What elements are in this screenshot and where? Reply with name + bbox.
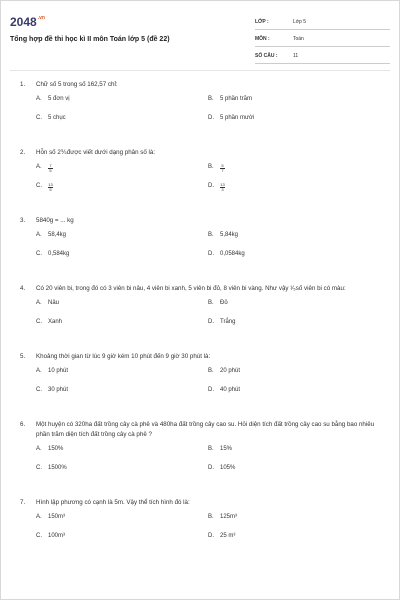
option-text: 10 phút [48, 368, 69, 374]
answer-option[interactable] [36, 368, 208, 387]
option-letter: C. [36, 533, 42, 539]
answer-option[interactable] [36, 96, 208, 115]
option-letter: B. [208, 96, 214, 102]
question-body: Hình lập phương có cạnh là 5m. Vậy thể tích hình đó là: [36, 499, 190, 506]
question-number: 3. [20, 217, 26, 224]
option-letter: A. [36, 96, 42, 102]
answer-option[interactable] [208, 514, 380, 533]
answer-option[interactable] [36, 251, 208, 270]
option-text: 125m³ [220, 514, 238, 520]
question [20, 498, 382, 552]
question-number: 1. [20, 81, 26, 88]
meta-row-class [255, 17, 390, 30]
option-letter: B. [208, 164, 214, 170]
answer-options [20, 368, 382, 406]
option-letter: C. [36, 183, 42, 189]
option-letter: A. [36, 164, 42, 170]
meta-value: 11 [293, 53, 299, 59]
option-text: 0,0584kg [220, 251, 245, 257]
answer-option[interactable] [36, 446, 208, 465]
meta-label: SỐ CÂU : [255, 53, 278, 59]
option-text: 20 phút [220, 368, 241, 374]
question-text [20, 216, 382, 226]
meta-info [255, 17, 390, 68]
answer-option[interactable] [36, 319, 208, 338]
option-letter: D. [208, 183, 214, 189]
option-letter: D. [208, 533, 214, 539]
logo-suffix: .vn [37, 15, 45, 21]
fraction-numerator: 13 [220, 182, 225, 187]
option-letter: C. [36, 251, 42, 257]
page-title: Tổng hợp đề thi học kì II môn Toán lớp 5 (đề 22) [10, 36, 170, 43]
question-list [20, 80, 382, 552]
fraction-denominator: 5 [49, 186, 52, 192]
answer-option[interactable] [208, 115, 380, 134]
option-letter: C. [36, 465, 42, 471]
answer-option[interactable] [36, 300, 208, 319]
option-text: 15% [220, 446, 233, 452]
option-text: 0,584kg [48, 251, 70, 257]
answer-option[interactable] [208, 96, 380, 115]
answer-option[interactable] [208, 368, 380, 387]
question-spacer [20, 134, 382, 148]
option-text: 58,4kg [48, 232, 67, 238]
option-fraction [48, 183, 53, 192]
question-number: 5. [20, 353, 26, 360]
option-letter: A. [36, 232, 42, 238]
option-letter: D. [208, 465, 214, 471]
option-fraction [48, 164, 53, 173]
meta-value: Lớp 5 [293, 19, 307, 25]
option-letter: B. [208, 368, 214, 374]
option-letter: C. [36, 319, 42, 325]
option-text: Đỏ [220, 300, 228, 306]
option-fraction [220, 164, 225, 173]
option-letter: B. [208, 446, 214, 452]
answer-options [20, 446, 382, 484]
fraction-numerator: 7 [49, 163, 52, 168]
answer-option[interactable] [208, 164, 380, 183]
question [20, 284, 382, 352]
answer-options [20, 96, 382, 134]
meta-row-count [255, 51, 390, 64]
question-number: 6. [20, 421, 26, 428]
answer-option[interactable] [36, 232, 208, 251]
answer-options [20, 164, 382, 202]
option-letter: D. [208, 115, 214, 121]
question-spacer [20, 202, 382, 216]
answer-option[interactable] [36, 164, 208, 183]
question-text [20, 148, 382, 158]
option-letter: A. [36, 300, 42, 306]
option-letter: C. [36, 115, 42, 121]
fraction-denominator: 5 [49, 167, 52, 173]
option-text: Nâu [48, 300, 60, 306]
answer-option[interactable] [208, 319, 380, 338]
answer-option[interactable] [208, 446, 380, 465]
answer-option[interactable] [208, 183, 380, 202]
question-spacer [20, 270, 382, 284]
answer-option[interactable] [36, 183, 208, 202]
option-letter: A. [36, 514, 42, 520]
answer-option[interactable] [208, 533, 380, 552]
answer-option[interactable] [36, 115, 208, 134]
option-text: 25 m³ [220, 533, 236, 539]
meta-label: LỚP : [255, 19, 269, 25]
question-spacer [20, 406, 382, 420]
question-text [20, 498, 382, 508]
question-text [20, 352, 382, 362]
option-letter: B. [208, 514, 214, 520]
option-letter: A. [36, 446, 42, 452]
meta-label: MÔN : [255, 36, 270, 42]
answer-option[interactable] [36, 465, 208, 484]
option-text: 40 phút [220, 387, 241, 393]
header-divider [10, 70, 390, 71]
option-text: 5 chục [48, 115, 66, 121]
question-number: 4. [20, 285, 26, 292]
question-number: 2. [20, 149, 26, 156]
logo[interactable] [10, 15, 45, 29]
answer-option[interactable] [208, 465, 380, 484]
answer-options [20, 232, 382, 270]
option-letter: A. [36, 368, 42, 374]
fraction-denominator: 7 [221, 167, 224, 173]
question-body: Một huyện có 320ha đất trồng cây cà phê và 480ha đất trồng cây cao su. Hỏi diện tích đất trồng cây cao su bằng bao nhiêu phần trăm diện tích đất trồng cây cà phê ? [36, 421, 375, 438]
question-body: Hỗn số 2⅗được viết dưới dạng phân số là: [36, 149, 156, 156]
meta-row-subject [255, 34, 390, 47]
answer-options [20, 300, 382, 338]
answer-options [20, 514, 382, 552]
answer-option[interactable] [36, 533, 208, 552]
option-text: 5 đơn vị [48, 96, 70, 102]
question [20, 352, 382, 420]
fraction-numerator: 13 [48, 182, 53, 187]
question-text [20, 80, 382, 90]
question [20, 420, 382, 498]
answer-option[interactable] [208, 251, 380, 270]
option-text: 5 phần trăm [220, 96, 253, 102]
question [20, 80, 382, 148]
meta-value: Toán [293, 36, 304, 42]
answer-option[interactable] [208, 387, 380, 406]
fraction-denominator: 3 [221, 186, 224, 192]
option-text: 1500% [48, 465, 67, 471]
question-text [20, 284, 382, 294]
option-text: 100m³ [48, 533, 66, 539]
option-letter: B. [208, 300, 214, 306]
answer-option[interactable] [36, 514, 208, 533]
answer-option[interactable] [208, 232, 380, 251]
question [20, 216, 382, 284]
option-text: 150% [48, 446, 64, 452]
answer-option[interactable] [36, 387, 208, 406]
answer-option[interactable] [208, 300, 380, 319]
option-letter: D. [208, 251, 214, 257]
option-letter: D. [208, 387, 214, 393]
option-letter: D. [208, 319, 214, 325]
question-body: 5840g = ... kg [36, 217, 74, 224]
question-body: Chữ số 5 trong số 162,57 chỉ: [36, 81, 118, 88]
question [20, 148, 382, 216]
option-text: 105% [220, 465, 236, 471]
option-letter: B. [208, 232, 214, 238]
option-text: Xanh [48, 319, 63, 325]
option-text: 5,84kg [220, 232, 239, 238]
option-text: Trắng [220, 319, 236, 325]
option-text: 30 phút [48, 387, 69, 393]
option-fraction [220, 183, 225, 192]
logo-text: 2048 [10, 15, 37, 29]
question-text [20, 420, 382, 440]
option-text: 150m³ [48, 514, 66, 520]
fraction-numerator: 5 [221, 163, 224, 168]
option-letter: C. [36, 387, 42, 393]
question-spacer [20, 484, 382, 498]
worksheet-header [10, 10, 390, 65]
question-number: 7. [20, 499, 26, 506]
question-spacer [20, 338, 382, 352]
question-body: Khoảng thời gian từ lúc 9 giờ kém 10 phút đến 9 giờ 30 phút là: [36, 353, 211, 360]
option-text: 5 phần mười [220, 115, 255, 121]
question-body: Có 20 viên bi, trong đó có 3 viên bi nâu, 4 viên bi xanh, 5 viên bi đỏ, 8 viên bi vàng. Như vậy ¹⁄₅số viên bi có màu: [36, 285, 346, 292]
